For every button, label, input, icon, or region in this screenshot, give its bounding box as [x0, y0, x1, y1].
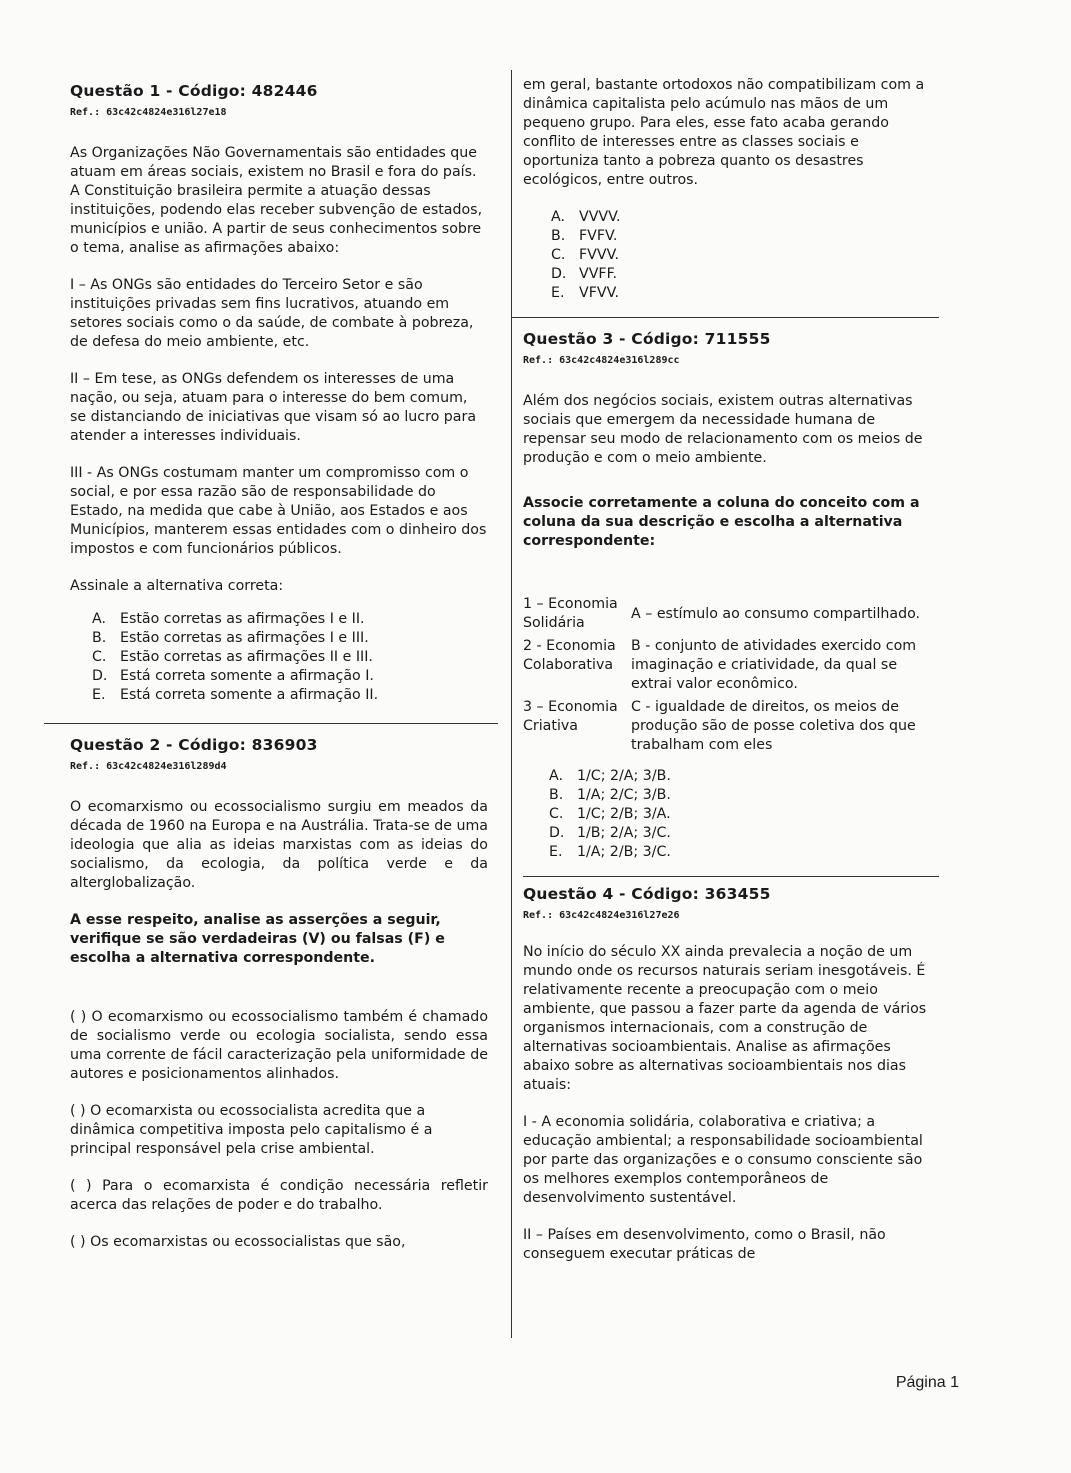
association-row [523, 637, 933, 694]
statement-2: II – Países em desenvolvimento, como o Brasil, não conseguem executar práticas de [523, 1227, 886, 1262]
question-prompt: Assinale a alternativa correta: [70, 578, 284, 594]
statement-1: I - A economia solidária, colaborativa e criativa; a educação ambiental; a responsabilidade socioambiental por parte das organizações e o consumo consciente são os melhores exemplos contemporâneos de desenvolvimento sustentável. [523, 1114, 923, 1206]
question-3 [523, 330, 933, 862]
page-number: Página 1 [895, 1374, 959, 1391]
association-table [523, 595, 933, 755]
statement-3: III - As ONGs costumam manter um compromisso com o social, e por essa razão são de responsabilidade do Estado, na medida que cabe à União, aos Estados e aos Municípios, manterem essas entidades com o dinheiro dos impostos e com funcionários públicos. [70, 465, 487, 557]
concept-cell: 1 – Economia Solidária [523, 596, 618, 631]
association-row [523, 698, 933, 755]
left-column [70, 82, 488, 1252]
options-list [92, 610, 488, 705]
option-a[interactable]: A. VVVV. [551, 209, 621, 225]
question-separator [511, 317, 939, 318]
question-ref: Ref.: 63c42c4824e316l289cc [523, 355, 680, 366]
option-a[interactable]: A. Estão corretas as afirmações I e II. [92, 611, 365, 627]
option-d[interactable]: D. 1/B; 2/A; 3/C. [549, 825, 671, 841]
option-d[interactable]: D. Está correta somente a afirmação I. [92, 668, 374, 684]
question-title: Questão 1 - Código: 482446 [70, 82, 318, 100]
option-e[interactable]: E. VFVV. [551, 285, 619, 301]
option-b[interactable]: B. Estão corretas as afirmações I e III. [92, 630, 369, 646]
question-instruction: A esse respeito, analise as asserções a seguir, verifique se são verdadeiras (V) ou falsas (F) e escolha a alternativa correspondente. [70, 912, 445, 966]
assertion-3: ( ) Para o ecomarxista é condição necessária refletir acerca das relações de poder e do trabalho. [70, 1178, 488, 1213]
option-b[interactable]: B. FVFV. [551, 228, 618, 244]
statement-2: II – Em tese, as ONGs defendem os interesses de uma nação, ou seja, atuam para o interesse do bem comum, se distanciando de iniciativas que visam só ao lucro para atender a interesses individuais. [70, 371, 477, 444]
assertion-4-start: ( ) Os ecomarxistas ou ecossocialistas que são, [70, 1234, 406, 1250]
question-ref: Ref.: 63c42c4824e316l27e26 [523, 910, 680, 921]
question-title: Questão 3 - Código: 711555 [523, 330, 771, 348]
assertion-1: ( ) O ecomarxismo ou ecossocialismo também é chamado de socialismo verde ou ecologia socialista, sendo essa uma corrente de fácil caracterização pela uniformidade de autores e posicionamentos alinhados. [70, 1009, 488, 1082]
question-title: Questão 2 - Código: 836903 [70, 736, 318, 754]
description-cell: A – estímulo ao consumo compartilhado. [631, 606, 921, 622]
option-e[interactable]: E. Está correta somente a afirmação II. [92, 687, 379, 703]
option-c[interactable]: C. Estão corretas as afirmações II e III. [92, 649, 373, 665]
question-intro: Além dos negócios sociais, existem outras alternativas sociais que emergem da necessidade humana de repensar seu modo de relacionamento com os meios de produção e com o meio ambiente. [523, 393, 923, 466]
right-column [523, 76, 933, 1264]
question-separator [523, 876, 939, 877]
concept-cell: 2 - Economia Colaborativa [523, 638, 616, 673]
concept-cell: 3 – Economia Criativa [523, 699, 618, 734]
question-separator [44, 723, 498, 724]
question-2 [70, 736, 488, 1252]
q2-options-list [551, 208, 933, 303]
question-1 [70, 82, 488, 705]
question-ref: Ref.: 63c42c4824e316l289d4 [70, 761, 227, 772]
column-divider [511, 70, 512, 1338]
question-title: Questão 4 - Código: 363455 [523, 885, 771, 903]
description-cell: C - igualdade de direitos, os meios de produção são de posse coletiva dos que trabalham com eles [631, 699, 916, 753]
option-c[interactable]: C. 1/C; 2/B; 3/A. [549, 806, 671, 822]
option-b[interactable]: B. 1/A; 2/C; 3/B. [549, 787, 671, 803]
option-e[interactable]: E. 1/A; 2/B; 3/C. [549, 844, 671, 860]
q3-options-list [549, 767, 933, 862]
option-c[interactable]: C. FVVV. [551, 247, 619, 263]
option-d[interactable]: D. VVFF. [551, 266, 617, 282]
question-intro: As Organizações Não Governamentais são entidades que atuam em áreas sociais, existem no Brasil e fora do país. A Constituição brasileira permite a atuação dessas instituições, podendo elas receber subvenção de estados, municípios e união. A partir de seus conhecimentos sobre o tema, analise as afirmações abaixo: [70, 145, 483, 256]
question-intro: O ecomarxismo ou ecossocialismo surgiu em meados da década de 1960 na Europa e na Austrália. Trata-se de uma ideologia que alia as ideias marxistas com as ideias do socialismo, da ecologia, da política verde e da alterglobalização. [70, 799, 488, 891]
question-intro: No início do século XX ainda prevalecia a noção de um mundo onde os recursos naturais seriam inesgotáveis. É relativamente recente a preocupação com o meio ambiente, que passou a fazer parte da agenda de vários organismos internacionais, com a construção de alternativas socioambientais. Analise as afirmações abaixo sobre as alternativas socioambientais nos dias atuais: [523, 944, 927, 1093]
option-a[interactable]: A. 1/C; 2/A; 3/B. [549, 768, 671, 784]
statement-1: I – As ONGs são entidades do Terceiro Setor e são instituições privadas sem fins lucrativos, atuando em setores sociais como o da saúde, de combate à pobreza, de defesa do meio ambiente, etc. [70, 277, 474, 350]
question-instruction: Associe corretamente a coluna do conceito com a coluna da sua descrição e escolha a alternativa correspondente: [523, 495, 920, 549]
association-row [523, 595, 933, 633]
question-4 [523, 885, 933, 1264]
question-ref: Ref.: 63c42c4824e316l27e18 [70, 107, 227, 118]
assertion-2: ( ) O ecomarxista ou ecossocialista acredita que a dinâmica competitiva imposta pelo capitalismo é a principal responsável pela crise ambiental. [70, 1103, 433, 1157]
description-cell: B - conjunto de atividades exercido com imaginação e criatividade, da qual se extrai valor econômico. [631, 638, 917, 692]
assertion-4-continued: em geral, bastante ortodoxos não compatibilizam com a dinâmica capitalista pelo acúmulo nas mãos de um pequeno grupo. Para eles, esse fato acaba gerando conflito de interesses entre as classes sociais e oportuniza tanto a pobreza quanto os desastres ecológicos, entre outros. [523, 77, 925, 188]
